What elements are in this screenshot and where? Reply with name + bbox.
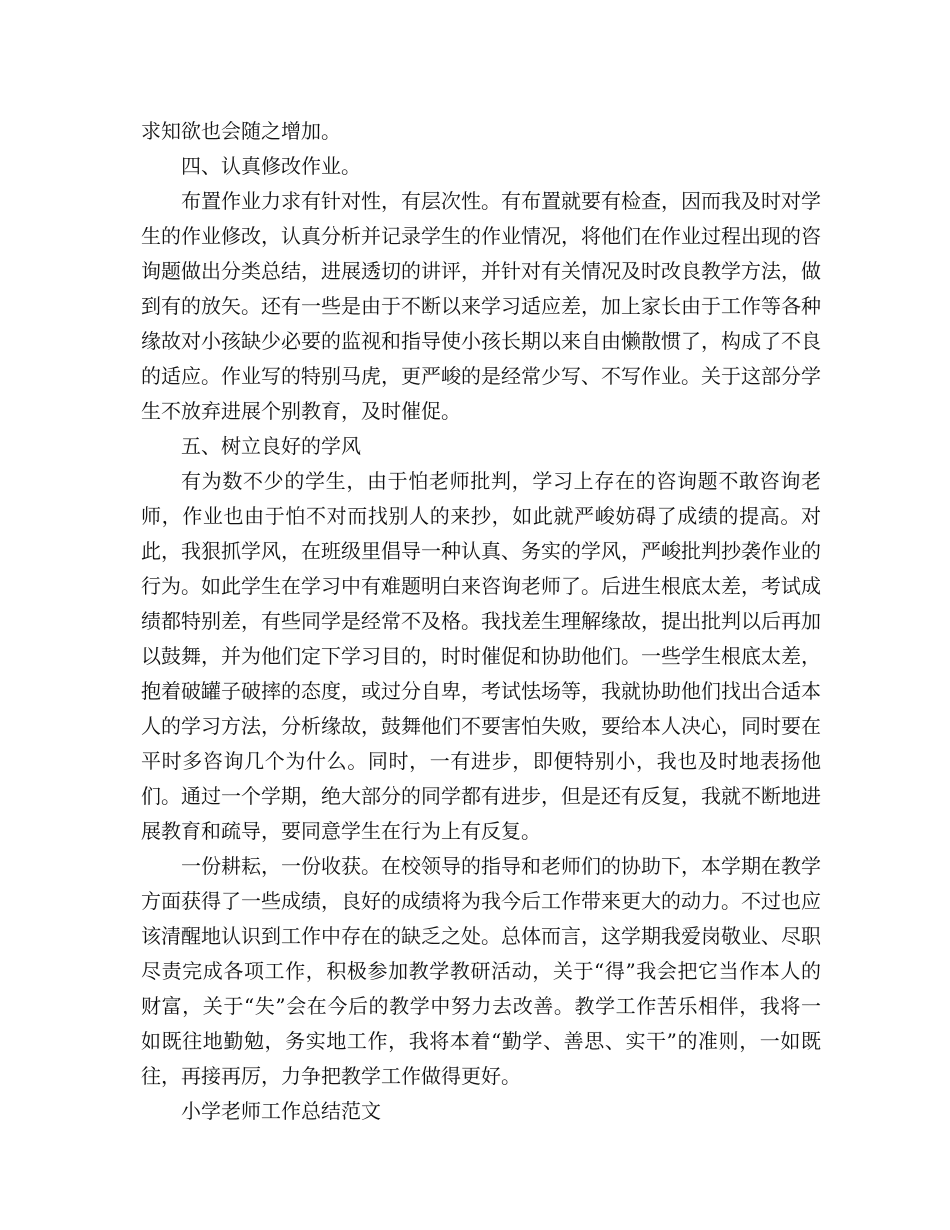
paragraph: 有为数不少的学生，由于怕老师批判，学习上存在的咨询题不敢咨询老师，作业也由于怕不对而找别人的来抄，如此就严峻妨碍了成绩的提高。对此，我狠抓学风，在班级里倡导一种认真、务实的学风，严峻批判抄袭作业的行为。如此学生在学习中有难题明白来咨询老师了。后进生根底太差，考试成绩都特别差，有些同学是经常不及格。我找差生理解缘故，提出批判以后再加以鼓舞，并为他们定下学习目的，时时催促和协助他们。一些学生根底太差，抱着破罐子破摔的态度，或过分自卑，考试怯场等，我就协助他们找出合适本人的学习方法，分析缘故，鼓舞他们不要害怕失败，要给本人决心，同时要在平时多咨询几个为什么。同时，一有进步，即便特别小，我也及时地表扬他们。通过一个学期，绝大部分的同学都有进步，但是还有反复，我就不断地进展教育和疏导，要同意学生在行为上有反复。 [141, 469, 821, 843]
paragraph: 布置作业力求有针对性，有层次性。有布置就要有检查，因而我及时对学生的作业修改，认真分析并记录学生的作业情况，将他们在作业过程出现的咨询题做出分类总结，进展透切的讲评，并针对有关情况及时改良教学方法，做到有的放矢。还有一些是由于不断以来学习适应差，加上家长由于工作等各种缘故对小孩缺少必要的监视和指导使小孩长期以来自由懒散惯了，构成了不良的适应。作业写的特别马虎，更严峻的是经常少写、不写作业。关于这部分学生不放弃进展个别教育，及时催促。 [141, 189, 821, 423]
document-body [141, 114, 821, 1129]
section-heading-5: 五、树立良好的学风 [181, 434, 361, 458]
section-heading-4: 四、认真修改作业。 [181, 154, 361, 178]
paragraph: 一份耕耘，一份收获。在校领导的指导和老师们的协助下，本学期在教学方面获得了一些成绩，良好的成绩将为我今后工作带来更大的动力。不过也应该清醒地认识到工作中存在的缺乏之处。总体而言，这学期我爱岗敬业、尽职尽责完成各项工作，积极参加教学教研活动，关于“得”我会把它当作本人的财富，关于“失”会在今后的教学中努力去改善。教学工作苦乐相伴，我将一如既往地勤勉，务实地工作，我将本着“勤学、善思、实干”的准则，一如既往，再接再厉，力争把教学工作做得更好。 [141, 854, 821, 1088]
document-title-next: 小学老师工作总结范文 [181, 1099, 381, 1123]
paragraph-continuation: 求知欲也会随之增加。 [141, 119, 341, 143]
